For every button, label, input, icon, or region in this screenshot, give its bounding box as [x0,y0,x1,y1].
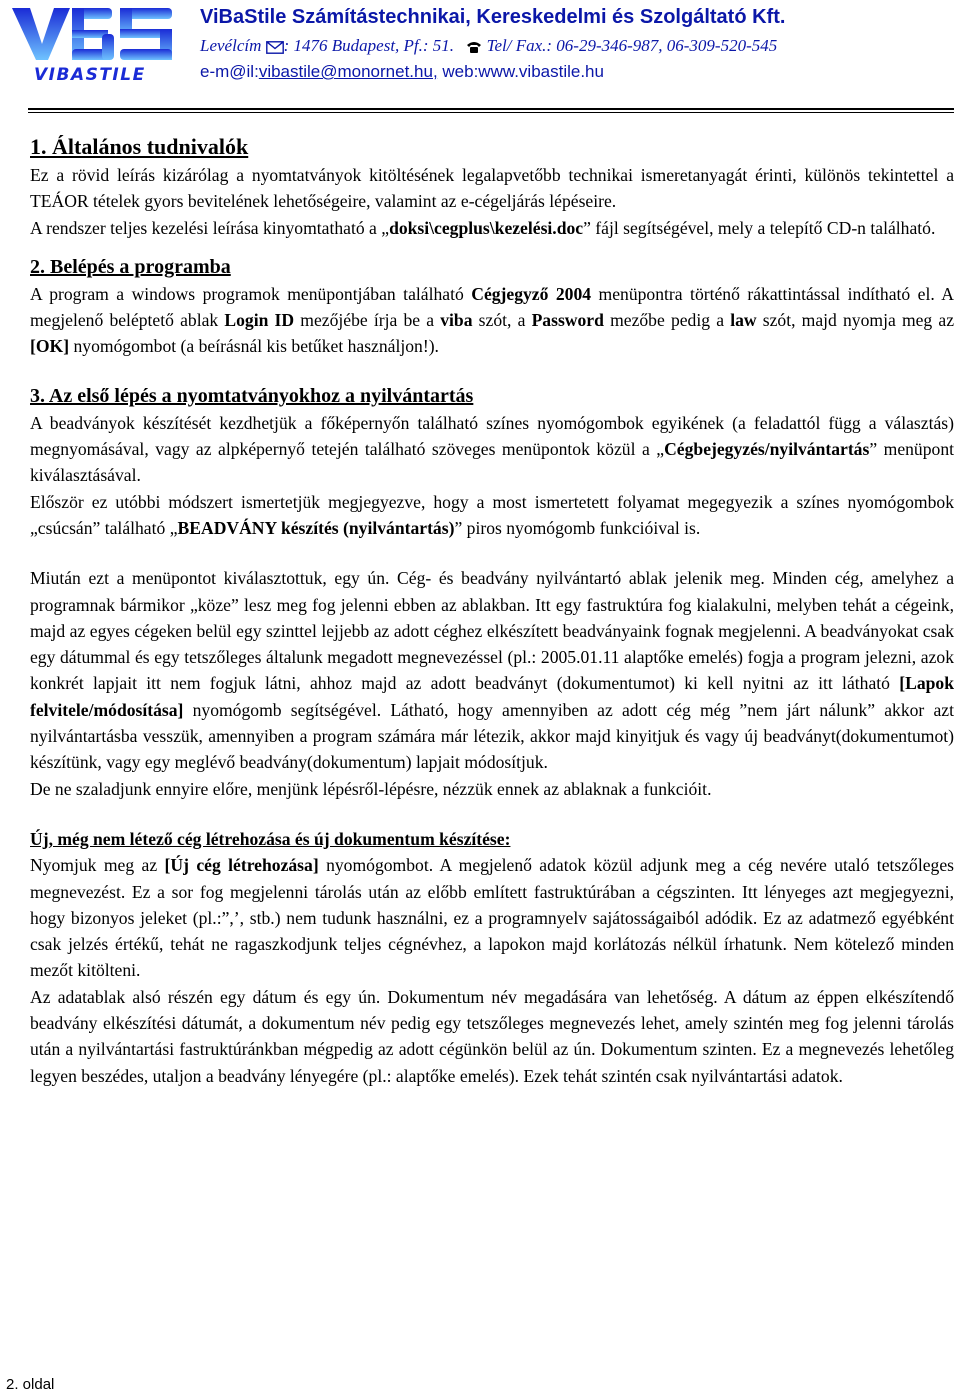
button-name: [Lapok felvitele/módosítása] [30,673,954,720]
text-span: mezőbe pedig a [603,310,731,331]
button-name: [Új cég létrehozása] [164,855,319,876]
telephone-icon [466,40,482,54]
page-number: 2. oldal [6,1376,55,1393]
email-label: e-m@il: [200,62,259,81]
text-span: A beadványok készítését kezdhetjük a főképernyőn található színes nyomógombok egyikének (a feladattól függ a választás) megnyomásával, vagy az alpképernyő tetején található szöveges menüpontok közül a „ [30,412,954,460]
button-name: BEADVÁNY készítés (nyilvántartás) [177,517,455,538]
section-3-para-4: De ne szaladjunk ennyire előre, menjünk lépésről-lépésre, nézzük ennek az ablaknak a funkcióit. [30,778,712,799]
address-text: : 1476 Budapest, Pf.: 51. [283,36,455,55]
text-span: szót, a [472,310,532,331]
text-span: Nyomjuk meg az [30,855,165,876]
header-rule-thin [28,112,954,113]
section-1-para-1: Ez a rövid leírás kizárólag a nyomtatványok kitöltésének legalapvetőbb technikai ismeretanyagát érinti, különös tekintettel a TEÁOR tételek gyors bevitelének lehetőségeire, valamint az e-cégeljárás lépéseire. [30,165,954,212]
section-4-para-2: Az adatablak alsó részén egy dátum és egy ún. Dokumentum név megadására van lehetőség. A dátum az éppen elkészítendő beadvány elkészítési dátumát, a dokumentum név pedig egy tetszőleges megnevezés lehet, amely szintén meg fog jelenni tárolás után a nyilvántartási fastruktúránkban mégpedig az adott cégünkön belül az ún. Dokumentum szinten. Ez a megnevezés lehetőleg legyen beszédes, utaljon a beadvány lényegére (pl.: alaptőke emelés). Ezek tehát szintén csak nyilvántartási adatok. [30,986,954,1086]
text-span: nyomógomb segítségével. Látható, hogy amennyiben az adott cég még ”nem járt nálunk” akkor azt nyilvántartásba vesszük, amennyiben a program számára már létezik, akkor majd kinyitjuk és vagy új beadványt(dokumentumot) készítünk, vagy egy meglévő beadvány(dokumentum) lapjait módosítjuk. [30,699,954,773]
section-1-heading: 1. Általános tudnivalók [30,134,249,159]
text-span: nyomógombot (a beírásnál kis betűket használjon!). [69,336,439,357]
logo-wordmark: VIBASTILE [34,65,146,84]
login-value: viba [440,310,473,331]
menu-name: Cégjegyző 2004 [471,283,592,304]
section-3-para-3 [30,565,954,775]
text-span: ” fájl segítségével, mely a telepítő CD-n található. [583,217,936,238]
brand-name: ViBaStile [200,6,287,28]
text-span: mezőjébe írja be a [294,310,441,331]
contact-line [200,60,950,84]
password-value: law [730,310,757,331]
section-1-para-2 [30,215,954,241]
letterhead [0,0,960,110]
text-span: ” menüpont kiválasztásával. [30,439,954,486]
text-span: ” piros nyomógomb funkcióival is. [454,517,701,538]
section-2-para [30,281,954,360]
button-name: [OK] [30,336,70,357]
section-3-heading: 3. Az első lépés a nyomtatványokhoz a nyilvántartás [30,384,474,407]
address-label: Levélcím [200,36,262,55]
text-span: szót, majd nyomja meg az [756,310,955,331]
field-name: Password [531,310,604,331]
company-logo [8,4,178,84]
email-link[interactable]: vibastile@monornet.hu, [258,62,438,81]
company-name-rest: Számítástechnikai, Kereskedelmi és Szolgáltató Kft. [286,6,786,28]
menu-name: Cégbejegyzés/nyilvántartás [664,439,870,460]
text-span: nyomógombot. A megjelenő adatok közül adjunk meg a cég nevére utaló tetszőleges megnevezést. Ez a sor fog megjelenni tárolás után az előbb említett fastruktúrában a cégszinten. Itt lényeges azt megjegyezni, hogy bizonyos jeleket (pl.:”,’, stb.) nem tudunk használni, ez a programnyelv sajátosságaiból adódik. Ez az adatmező egyébként csak jelzés értékű, tehát ne ragaszkodjunk teljes cégnévhez, a lapokon majd korlátozás nélkül írhatunk. Nem kötelező minden mezőt kitölteni. [30,855,954,981]
text-span: Először ez utóbbi módszert ismertetjük megjegyezve, hogy a most ismertetett folyamat megegyezik a színes nyomógombok „csúcsán” található „ [30,491,954,538]
company-name [200,4,950,30]
document-body [30,132,954,1089]
website[interactable]: web:www.vibastile.hu [437,62,604,81]
section-4-heading: Új, még nem létező cég létrehozása és új dokumentum készítése: [30,828,511,849]
text-span: A program a windows programok menüpontjában található [30,283,472,304]
header-rule [28,108,954,110]
text-span: A rendszer teljes kezelési leírása kinyomtatható a „ [30,217,390,238]
text-span: Miután ezt a menüpontot kiválasztottuk, egy ún. Cég- és beadvány nyilvántartó ablak jelenik meg. Minden cég, amelyhez a programnak bármikor „köze” lesz meg fog jelenni ebben az ablakban. Itt egy fastruktúra fog kialakulni, melyben tehát a cégeink, majd az egyes cégeken belül egy szinttel lejjebb az adott céghez elkészített beadványaink fognak megjelenni. A beadványokat csak egy dátummal és egy tetszőleges általunk megadott megnevezéssel (pl.: 2005.01.11 alaptőke emelés) fogja a program jelezni, azok konkrét lapjait itt nem fogjuk látni, ahhoz majd az adott beadványt (dokumentumot) ki kell nyitni az itt látható [30,568,954,694]
doc-filename: doksi\cegplus\kezelési.doc [389,217,584,238]
section-3-para-1 [30,410,954,489]
text-span: menüpontra történő rákattintással indítható el. A megjelenő beléptető ablak [30,283,954,331]
phone-fax: Tel/ Fax.: 06-29-346-987, 06-309-520-545 [486,36,778,55]
section-2-heading: 2. Belépés a programba [30,255,231,278]
envelope-icon [266,41,284,54]
section-4-para-1 [30,852,954,983]
field-name: Login ID [224,310,295,331]
postal-address [200,36,950,56]
section-3-para-2 [30,489,954,542]
